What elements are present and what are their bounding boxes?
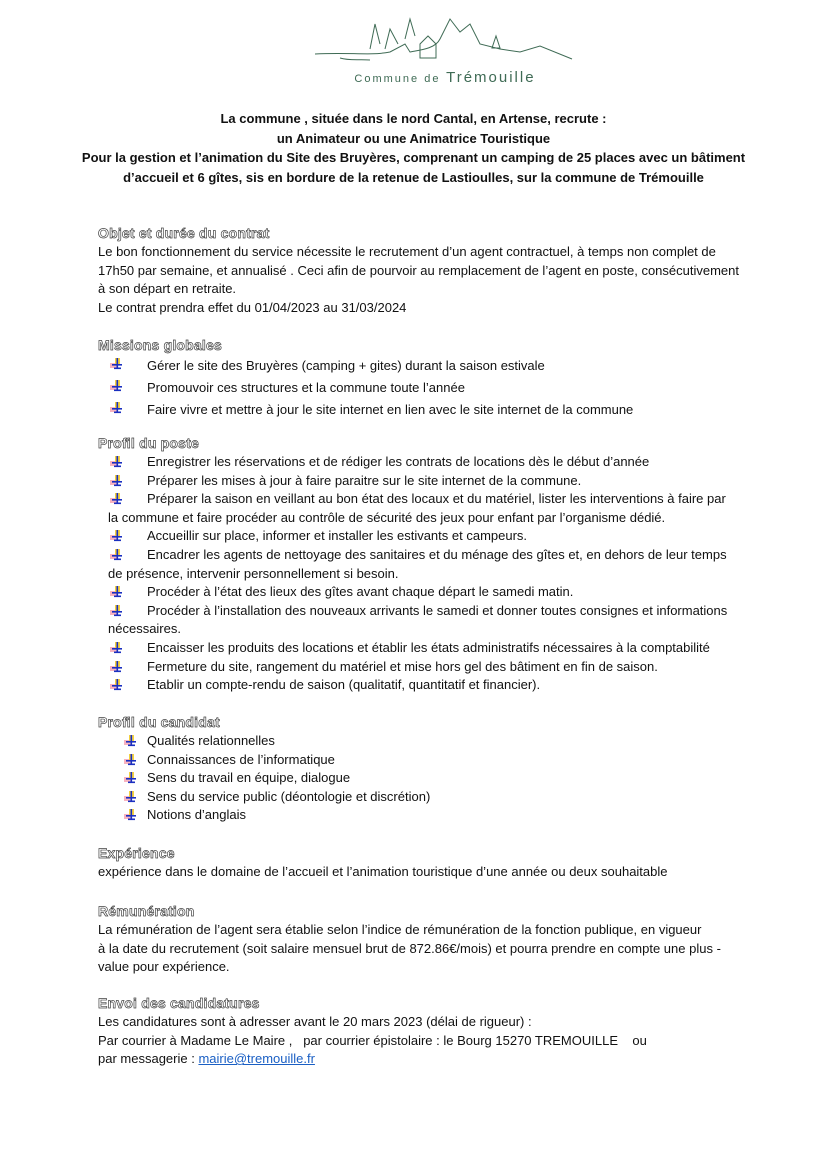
list-item-text: Connaissances de l’informatique [147,751,335,767]
list-item [98,639,798,658]
list-item [98,527,798,546]
bullet-arrow-icon [124,809,138,821]
bullet-arrow-icon [110,402,124,414]
bullet-arrow-icon [124,735,138,747]
list-item [98,751,798,770]
logo-text-large: Trémouille [446,69,536,86]
bullet-arrow-icon [110,380,124,392]
section-objet [98,224,798,317]
list-item [98,732,798,751]
section-missions [98,336,798,421]
section-remuneration [98,902,798,977]
list-item-text: Préparer la saison en veillant au bon état des locaux et du matériel, lister les interventions à faire par [147,491,726,507]
bullet-arrow-icon [110,493,124,505]
list-item [98,377,798,399]
email-link[interactable]: mairie@tremouille.fr [198,1051,315,1067]
text-line: expérience dans le domaine de l’accueil et l’animation touristique d’une année ou deux souhaitable [98,864,668,879]
list-item-text: Promouvoir ces structures et la commune toute l’année [147,380,465,395]
bullet-arrow-icon [124,791,138,803]
bullet-arrow-icon [110,605,124,617]
list-item-continuation: nécessaires. [108,621,181,637]
section-envoi [98,994,798,1069]
list-item-text: Accueillir sur place, informer et installer les estivants et campeurs. [147,528,528,544]
bullet-arrow-icon [110,358,124,370]
section-heading: Objet et durée du contrat [98,225,270,241]
list-item [98,788,798,807]
list-item-text: Gérer le site des Bruyères (camping + gites) durant la saison estivale [147,358,545,373]
title-line: Pour la gestion et l’animation du Site des Bruyères, comprenant un camping de 25 places avec un bâtiment [81,150,746,165]
title-line: La commune , située dans le nord Cantal, en Artense, recrute : [220,111,607,126]
list-item-continuation: de présence, intervenir personnellement si besoin. [108,565,399,581]
list-item [98,472,798,491]
list-item [98,453,798,472]
list-item-continuation: la commune et faire procéder au contrôle de sécurité des jeux pour enfant par l’organisme dédié. [108,509,666,525]
text-line: Le contrat prendra effet du 01/04/2023 au 31/03/2024 [98,299,407,315]
list-item-text: Etablir un compte-rendu de saison (qualitatif, quantitatif et financier). [147,677,541,693]
list-item [98,490,798,509]
bullet-arrow-icon [110,530,124,542]
list-item-text: Enregistrer les réservations et de rédiger les contrats de locations dès le début d’année [147,454,650,469]
list-item-text: Qualités relationnelles [147,733,275,748]
section-heading: Expérience [98,845,175,861]
list-item [98,602,798,621]
document-title [0,109,827,187]
list-item-text: Notions d’anglais [147,807,247,823]
list-item-text: Sens du travail en équipe, dialogue [147,770,351,786]
list-item [98,769,798,788]
bullet-arrow-icon [110,661,124,673]
text-line: Le bon fonctionnement du service nécessite le recrutement d’un agent contractuel, à temps non complet de [98,244,716,259]
text-line: Les candidatures sont à adresser avant le 20 mars 2023 (délai de rigueur) : [98,1014,532,1029]
logo [310,14,580,86]
list-item [98,806,798,825]
text-line: à la date du recrutement (soit salaire mensuel brut de 872.86€/mois) et pourra prendre en compte une plus - [98,940,721,956]
text-line: Par courrier à Madame Le Maire , par courrier épistolaire : le Bourg 15270 TREMOUILLE ou [98,1032,647,1048]
logo-text-small: Commune de [354,73,441,85]
text-prefix: par messagerie : [98,1051,199,1067]
bullet-arrow-icon [110,456,124,468]
list-item [98,546,798,565]
list-item-text: Préparer les mises à jour à faire paraitre sur le site internet de la commune. [147,472,582,488]
bullet-arrow-icon [124,754,138,766]
section-heading: Profil du poste [98,435,199,451]
text-line: à son départ en retraite. [98,281,237,297]
bullet-arrow-icon [110,549,124,561]
section-profil-poste [98,434,798,695]
bullet-arrow-icon [110,679,124,691]
list-item-text: Procéder à l’état des lieux des gîtes avant chaque départ le samedi matin. [147,584,574,600]
list-item-text: Fermeture du site, rangement du matériel et mise hors gel des bâtiment en fin de saison. [147,658,658,674]
section-profil-candidat [98,713,798,825]
text-line: value pour expérience. [98,959,230,975]
section-heading: Envoi des candidatures [98,995,260,1011]
bullet-arrow-icon [110,586,124,598]
list-item [98,583,798,602]
list-item-text: Encadrer les agents de nettoyage des sanitaires et du ménage des gîtes et, en dehors de leur temps [147,546,727,562]
section-heading: Rémunération [98,903,195,919]
landscape-logo-icon [310,14,580,64]
list-item-text: Sens du service public (déontologie et discrétion) [147,788,431,804]
text-line: La rémunération de l’agent sera établie selon l’indice de rémunération de la fonction publique, en vigueur [98,922,702,937]
section-heading: Profil du candidat [98,714,220,730]
list-item-text: Encaisser les produits des locations et établir les états administratifs nécessaires à la comptabilité [147,639,710,655]
list-item [98,355,798,377]
list-item-text: Procéder à l’installation des nouveaux arrivants le samedi et donner toutes consignes et informations [147,602,728,618]
list-item [98,658,798,677]
bullet-arrow-icon [124,772,138,784]
list-item-text: Faire vivre et mettre à jour le site internet en lien avec le site internet de la commune [147,402,634,417]
title-line: un Animateur ou une Animatrice Touristique [276,130,551,146]
text-line: 17h50 par semaine, et annualisé . Ceci afin de pourvoir au remplacement de l’agent en poste, consécutivement [98,262,739,278]
bullet-arrow-icon [110,475,124,487]
text-line [98,1050,798,1069]
list-item [98,399,798,421]
list-item [98,676,798,695]
section-heading: Missions globales [98,337,222,353]
section-experience [98,844,798,882]
title-line: d’accueil et 6 gîtes, sis en bordure de la retenue de Lastioulles, sur la commune de Trémouille [123,169,704,185]
bullet-arrow-icon [110,642,124,654]
